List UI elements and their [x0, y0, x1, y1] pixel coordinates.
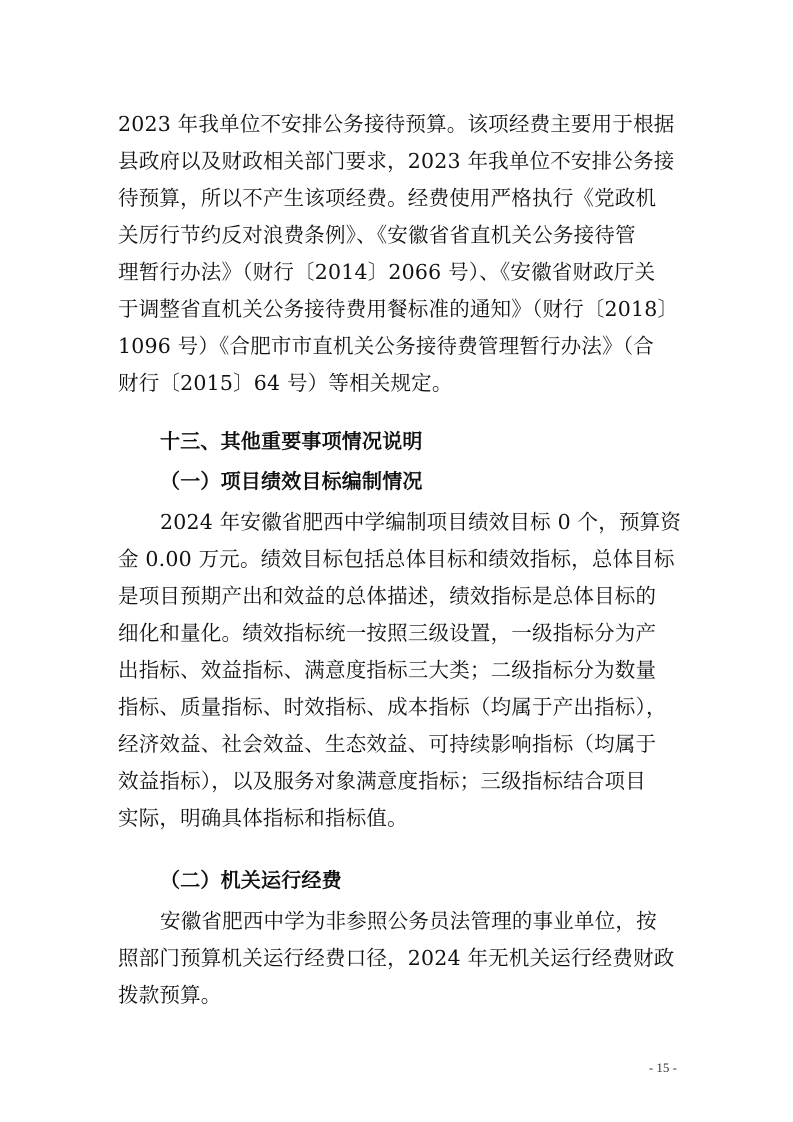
paragraph-line: 细化和量化。绩效指标统一按照三级设置，一级指标分为产 — [118, 621, 657, 645]
paragraph-line: 财行〔2015〕64 号）等相关规定。 — [118, 371, 453, 395]
paragraph-line: 实际，明确具体指标和指标值。 — [118, 806, 408, 830]
paragraph-line: 经济效益、社会效益、生态效益、可持续影响指标（均属于 — [118, 732, 657, 756]
paragraph-line: 2023 年我单位不安排公务接待预算。该项经费主要用于根据 — [118, 112, 675, 136]
page-number: - 15 - — [648, 1060, 677, 1075]
paragraph-line: 照部门预算机关运行经费口径，2024 年无机关运行经费财政 — [118, 946, 675, 970]
paragraph-line: 2024 年安徽省肥西中学编制项目绩效目标 0 个，预算资 — [160, 510, 682, 534]
paragraph-line: 拨款预算。 — [118, 983, 222, 1007]
paragraph-line: 安徽省肥西中学为非参照公务员法管理的事业单位，按 — [160, 909, 657, 933]
paragraph-line: 金 0.00 万元。绩效目标包括总体目标和绩效指标，总体目标 — [118, 547, 675, 571]
paragraph-line: 理暂行办法》（财行〔2014〕2066 号）、《安徽省财政厅关 — [118, 260, 656, 284]
paragraph-line: 效益指标），以及服务对象满意度指标；三级指标结合项目 — [118, 769, 646, 793]
paragraph-line: 县政府以及财政相关部门要求，2023 年我单位不安排公务接 — [118, 149, 675, 173]
paragraph-line: 关厉行节约反对浪费条例》、《安徽省省直机关公务接待管 — [118, 223, 636, 247]
subsection-heading: （一）项目绩效目标编制情况 — [160, 469, 423, 493]
subsection-heading: （二）机关运行经费 — [160, 868, 342, 892]
paragraph-line: 于调整省直机关公务接待费用餐标准的通知》（财行〔2018〕 — [118, 297, 679, 321]
section-heading: 十三、其他重要事项情况说明 — [160, 429, 423, 453]
paragraph-line: 是项目预期产出和效益的总体描述，绩效指标是总体目标的 — [118, 584, 657, 608]
paragraph-line: 待预算，所以不产生该项经费。经费使用严格执行《党政机 — [118, 186, 657, 210]
paragraph-line: 出指标、效益指标、满意度指标三大类；二级指标分为数量 — [118, 658, 657, 682]
paragraph-line: 1096 号）《合肥市市直机关公务接待费管理暂行办法》（合 — [118, 334, 654, 358]
paragraph-line: 指标、质量指标、时效指标、成本指标（均属于产出指标）， — [118, 695, 667, 719]
